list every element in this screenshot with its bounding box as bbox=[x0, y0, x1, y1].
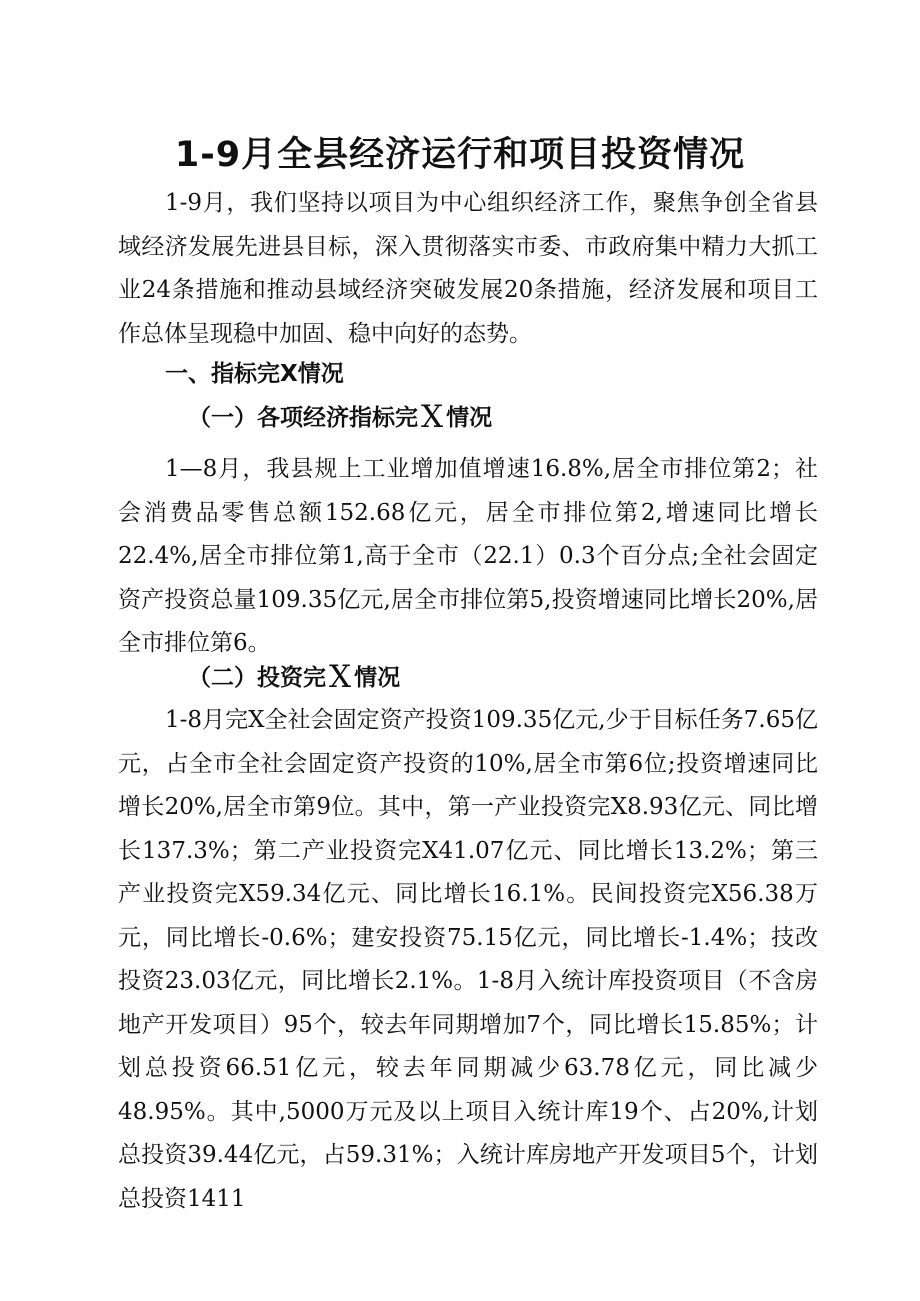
subsection-heading-suffix: 情况 bbox=[354, 665, 401, 691]
subsection-heading-prefix: （二）投资完 bbox=[188, 665, 326, 691]
subsection-heading-prefix: （一）各项经济指标完 bbox=[188, 405, 418, 431]
subsection-heading-suffix: 情况 bbox=[446, 405, 493, 431]
intro-paragraph: 1-9月，我们坚持以项目为中心组织经济工作，聚焦争创全省县域经济发展先进县目标，深入贯彻落实市委、市政府集中精力大抓工业24条措施和推动县域经济突破发展20条措施，经济发展和项目工作总体呈现稳中加固、稳中向好的态势。 bbox=[118, 190, 818, 347]
investment-paragraph: 1-8月完X全社会固定资产投资109.35亿元,少于目标任务7.65亿元，占全市全社会固定资产投资的10%,居全市第6位;投资增速同比增长20%,居全市第9位。其中，第一产业投资完X8.93亿元、同比增长137.3%；第二产业投资完X41.07亿元、同比增长13.2%；第三产业投资完X59.34亿元、同比增长16.1%。民间投资完X56.38万元，同比增长-0.6%；建安投资75.15亿元，同比增长-1.4%；技改投资23.03亿元，同比增长2.1%。1-8月入统计库投资项目（不含房地产开发项目）95个，较去年同期增加7个，同比增长15.85%；计划总投资66.51亿元，较去年同期减少63.78亿元，同比减少48.95%。其中,5000万元及以上项目入统计库19个、占20%,计划总投资39.44亿元，占59.31%；入统计库房地产开发项目5个，计划总投资1411 bbox=[118, 707, 818, 1212]
document-title: 1-9月全县经济运行和项目投资情况 bbox=[174, 135, 746, 175]
economic-indicators-paragraph: 1—8月，我县规上工业增加值增速16.8%,居全市排位第2；社会消费品零售总额152.68亿元，居全市排位第2,增速同比增长22.4%,居全市排位第1,高于全市（22.1）0.3个百分点;全社会固定资产投资总量109.35亿元,居全市排位第5,投资增速同比增长20%,居全市排位第6。 bbox=[118, 456, 818, 656]
subsection-heading-mark: X bbox=[421, 399, 444, 435]
subsection-heading-investment bbox=[188, 656, 400, 700]
section-heading-indicators: 一、指标完X情况 bbox=[165, 361, 344, 387]
subsection-heading-mark: X bbox=[329, 659, 352, 695]
subsection-heading-economic-indicators bbox=[188, 396, 492, 440]
